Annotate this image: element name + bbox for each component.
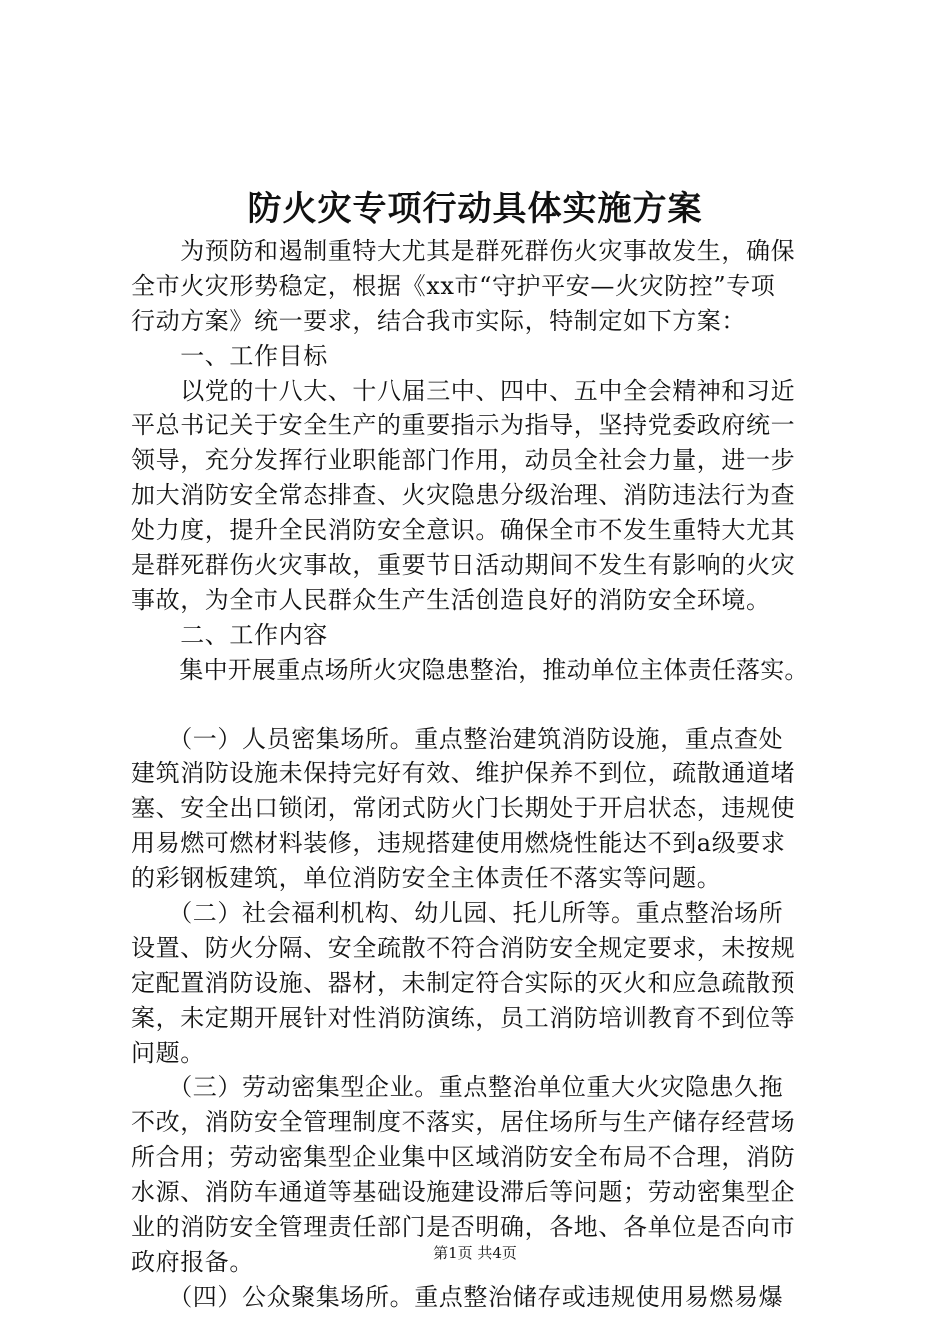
body-line: （三）劳动密集型企业。重点整治单位重大火灾隐患久拖 <box>131 1073 784 1102</box>
body-line: 是群死群伤火灾事故，重要节日活动期间不发生有影响的火灾 <box>131 551 796 580</box>
body-line: 所合用；劳动密集型企业集中区域消防安全布局不合理，消防 <box>131 1143 796 1172</box>
body-line: 集中开展重点场所火灾隐患整治，推动单位主体责任落实。 <box>131 655 809 684</box>
body-line: 案，未定期开展针对性消防演练，员工消防培训教育不到位等 <box>131 1003 796 1032</box>
body-line: 事故，为全市人民群众生产生活创造良好的消防安全环境。 <box>131 585 771 614</box>
body-line: 用易燃可燃材料装修，违规搭建使用燃烧性能达不到a级要求 <box>131 829 786 858</box>
body-line: （四）公众聚集场所。重点整治储存或违规使用易燃易爆 <box>131 1282 784 1311</box>
body-line: 业的消防安全管理责任部门是否明确，各地、各单位是否向市 <box>131 1213 796 1242</box>
body-line: 建筑消防设施未保持完好有效、维护保养不到位，疏散通道堵 <box>131 759 796 788</box>
body-line: 政府报备。 <box>131 1247 254 1276</box>
body-line: 平总书记关于安全生产的重要指示为指导，坚持党委政府统一 <box>131 411 796 440</box>
body-line: 设置、防火分隔、安全疏散不符合消防安全规定要求，未按规 <box>131 933 796 962</box>
body-line: （二）社会福利机构、幼儿园、托儿所等。重点整治场所 <box>131 899 784 928</box>
body-line: 为预防和遏制重特大尤其是群死群伤火灾事故发生，确保 <box>131 237 796 265</box>
body-line: 以党的十八大、十八届三中、四中、五中全会精神和习近 <box>131 376 796 405</box>
body-line: 问题。 <box>131 1038 205 1067</box>
section-heading: 一、工作目标 <box>131 341 328 370</box>
body-line: 加大消防安全常态排查、火灾隐患分级治理、消防违法行为查 <box>131 481 796 510</box>
body-line: 领导，充分发挥行业职能部门作用，动员全社会力量，进一步 <box>131 446 796 475</box>
section-heading: 二、工作内容 <box>131 620 328 649</box>
body-line: 全市火灾形势稳定，根据《xx市“守护平安—火灾防控”专项 <box>131 271 776 300</box>
body-line: 不改，消防安全管理制度不落实，居住场所与生产储存经营场 <box>131 1108 796 1137</box>
body-line: 塞、安全出口锁闭，常闭式防火门长期处于开启状态，违规使 <box>131 794 796 823</box>
body-line: 定配置消防设施、器材，未制定符合实际的灭火和应急疏散预 <box>131 968 796 997</box>
page-number: 第1页 共4页 <box>433 1244 517 1262</box>
body-line: （一）人员密集场所。重点整治建筑消防设施，重点查处 <box>131 724 784 753</box>
document-title: 防火灾专项行动具体实施方案 <box>247 189 703 229</box>
body-line: 水源、消防车通道等基础设施建设滞后等问题；劳动密集型企 <box>131 1178 796 1207</box>
paragraph-gap <box>131 688 831 722</box>
body-line: 的彩钢板建筑，单位消防安全主体责任不落实等问题。 <box>131 864 722 893</box>
body-line: 处力度，提升全民消防安全意识。确保全市不发生重特大尤其 <box>131 516 796 545</box>
body-line: 行动方案》统一要求，结合我市实际，特制定如下方案： <box>131 306 746 335</box>
document-body <box>131 234 831 1315</box>
